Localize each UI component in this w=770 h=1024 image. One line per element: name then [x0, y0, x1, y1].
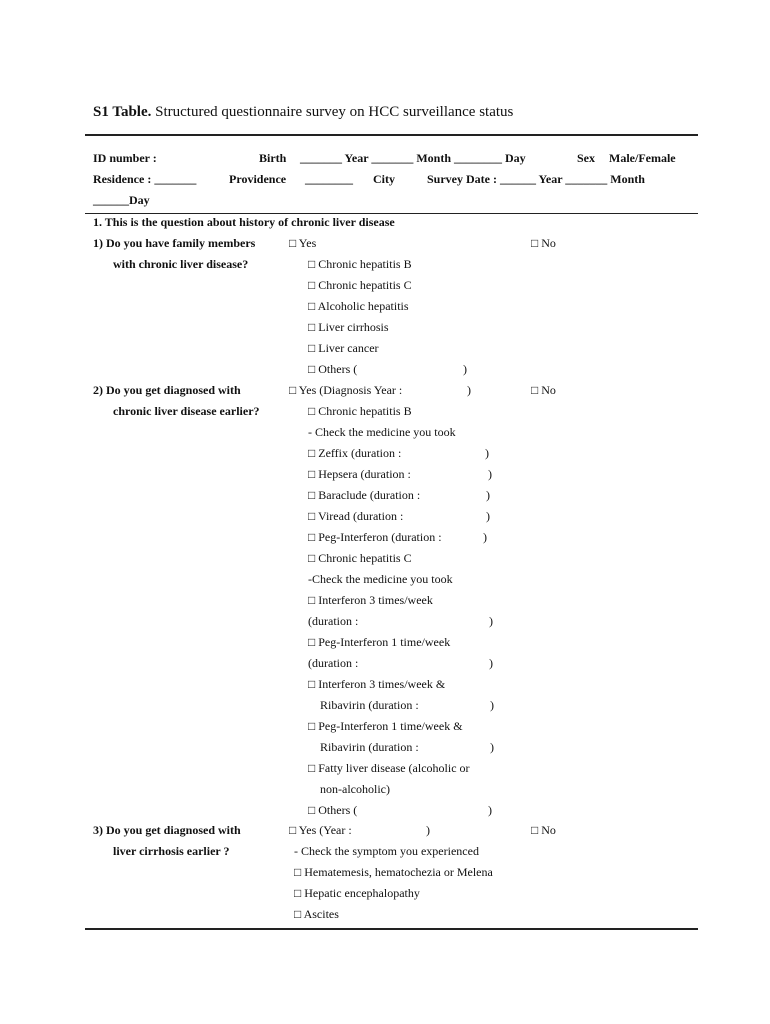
- q2-med-baraclude-close: ): [486, 488, 490, 502]
- q2-yes-close: ): [467, 383, 471, 397]
- q2-hbv-checkbox[interactable]: □ Chronic hepatitis B: [308, 404, 412, 418]
- q2-others-checkbox[interactable]: □ Others (: [308, 803, 358, 817]
- header-rule: [85, 213, 698, 214]
- q2-others-close: ): [488, 803, 492, 817]
- id-number-label: ID number :: [93, 151, 157, 165]
- q2-med-peg-interferon-close: ): [483, 530, 487, 544]
- birth-fields[interactable]: _______ Year _______ Month ________ Day: [300, 151, 526, 165]
- sex-value[interactable]: Male/Female: [609, 151, 676, 165]
- q2-yes-checkbox[interactable]: □ Yes (Diagnosis Year :: [289, 383, 403, 397]
- q2-hcv-instruction: -Check the medicine you took: [308, 572, 453, 586]
- q2-hcv-med-1-close: ): [489, 614, 493, 628]
- q3-instruction: - Check the symptom you experienced: [294, 844, 479, 858]
- bottom-rule: [85, 928, 698, 930]
- q2-hcv-med-2-line2: (duration :: [308, 656, 359, 670]
- providence-blank[interactable]: ________: [305, 172, 353, 186]
- q2-fatty-liver-line2: non-alcoholic): [320, 782, 390, 796]
- q3-text-line1: 3) Do you get diagnosed with: [93, 823, 241, 837]
- q1-option-others[interactable]: □ Others (: [308, 362, 358, 376]
- q1-text-line1: 1) Do you have family members: [93, 236, 256, 250]
- q1-option-alcoholic-hepatitis[interactable]: □ Alcoholic hepatitis: [308, 299, 409, 313]
- q2-no-checkbox[interactable]: □ No: [531, 383, 556, 397]
- q2-hcv-med-3-line2: Ribavirin (duration :: [320, 698, 419, 712]
- residence-field[interactable]: Residence : _______: [93, 172, 197, 186]
- top-rule: [85, 134, 698, 136]
- q2-med-peg-interferon[interactable]: □ Peg-Interferon (duration :: [308, 530, 442, 544]
- q1-others-close: ): [463, 362, 467, 376]
- birth-label: Birth: [259, 151, 287, 165]
- q1-no-checkbox[interactable]: □ No: [531, 236, 556, 250]
- q2-hcv-med-3-line1[interactable]: □ Interferon 3 times/week &: [308, 677, 446, 691]
- survey-date-field[interactable]: Survey Date : ______ Year _______ Month: [427, 172, 645, 186]
- q3-yes-close: ): [426, 823, 430, 837]
- q3-symptom-ascites[interactable]: □ Ascites: [294, 907, 339, 921]
- q2-med-zeffix[interactable]: □ Zeffix (duration :: [308, 446, 402, 460]
- q3-symptom-encephalopathy[interactable]: □ Hepatic encephalopathy: [294, 886, 420, 900]
- table-label: S1 Table.: [93, 104, 152, 120]
- q2-hcv-med-1-line2: (duration :: [308, 614, 359, 628]
- q1-option-hbv[interactable]: □ Chronic hepatitis B: [308, 257, 412, 271]
- q2-text-line2: chronic liver disease earlier?: [113, 404, 260, 418]
- q2-hcv-med-4-line1[interactable]: □ Peg-Interferon 1 time/week &: [308, 719, 463, 733]
- q2-med-viread-close: ): [486, 509, 490, 523]
- q2-hcv-med-4-close: ): [490, 740, 494, 754]
- table-caption: Structured questionnaire survey on HCC surveillance status: [155, 104, 514, 120]
- q2-med-baraclude[interactable]: □ Baraclude (duration :: [308, 488, 421, 502]
- q2-hcv-med-3-close: ): [490, 698, 494, 712]
- q2-med-viread[interactable]: □ Viread (duration :: [308, 509, 404, 523]
- q3-text-line2: liver cirrhosis earlier ?: [113, 844, 230, 858]
- q3-symptom-bleeding[interactable]: □ Hematemesis, hematochezia or Melena: [294, 865, 493, 879]
- q1-yes-checkbox[interactable]: □ Yes: [289, 236, 317, 250]
- q2-hcv-checkbox[interactable]: □ Chronic hepatitis C: [308, 551, 412, 565]
- q2-med-hepsera[interactable]: □ Hepsera (duration :: [308, 467, 411, 481]
- sex-label: Sex: [577, 151, 595, 165]
- q2-text-line1: 2) Do you get diagnosed with: [93, 383, 241, 397]
- q1-option-hcv[interactable]: □ Chronic hepatitis C: [308, 278, 412, 292]
- q1-text-line2: with chronic liver disease?: [113, 257, 249, 271]
- q2-fatty-liver-checkbox[interactable]: □ Fatty liver disease (alcoholic or: [308, 761, 470, 775]
- q3-no-checkbox[interactable]: □ No: [531, 823, 556, 837]
- city-label: City: [373, 172, 395, 186]
- q1-option-liver-cancer[interactable]: □ Liver cancer: [308, 341, 379, 355]
- q2-med-hepsera-close: ): [488, 467, 492, 481]
- q2-hbv-instruction: - Check the medicine you took: [308, 425, 456, 439]
- q2-hcv-med-2-line1[interactable]: □ Peg-Interferon 1 time/week: [308, 635, 451, 649]
- providence-label: Providence: [229, 172, 287, 186]
- section-title: 1. This is the question about history of chronic liver disease: [93, 215, 395, 229]
- day-field[interactable]: ______Day: [93, 193, 150, 207]
- q3-yes-checkbox[interactable]: □ Yes (Year :: [289, 823, 352, 837]
- q2-med-zeffix-close: ): [485, 446, 489, 460]
- q2-hcv-med-2-close: ): [489, 656, 493, 670]
- q2-hcv-med-1-line1[interactable]: □ Interferon 3 times/week: [308, 593, 433, 607]
- q2-hcv-med-4-line2: Ribavirin (duration :: [320, 740, 419, 754]
- q1-option-liver-cirrhosis[interactable]: □ Liver cirrhosis: [308, 320, 389, 334]
- table-title: [93, 104, 513, 121]
